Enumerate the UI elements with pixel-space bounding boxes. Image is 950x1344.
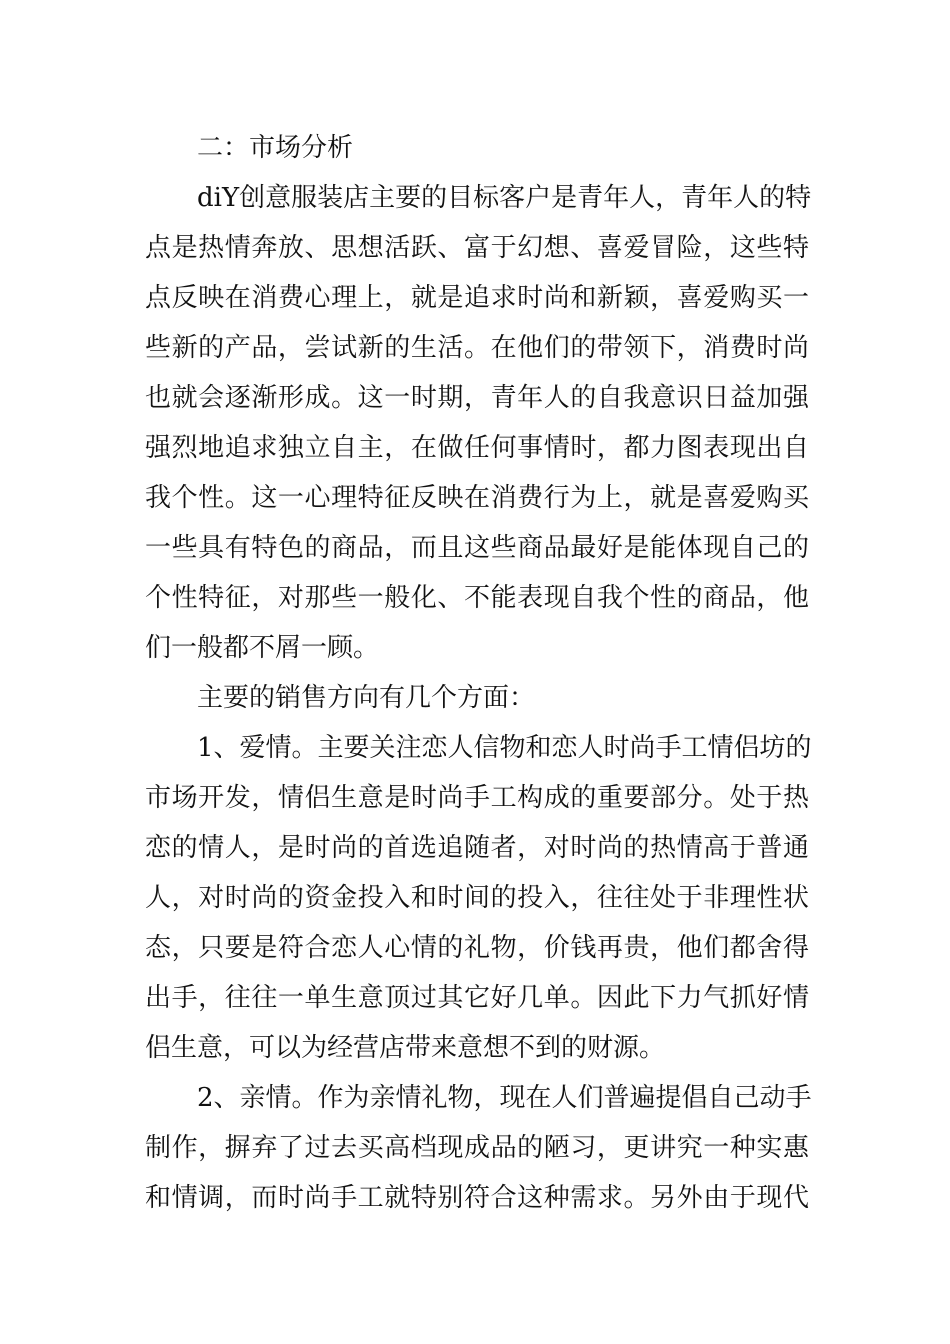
paragraph-line: 主要的销售方向有几个方面： — [197, 683, 536, 713]
paragraph-line: 2、亲情。作为亲情礼物，现在人们普遍提倡自己动手 — [197, 1083, 812, 1113]
paragraph-line: 也就会逐渐形成。这一时期，青年人的自我意识日益加强 — [145, 383, 809, 413]
paragraph-line: 市场开发，情侣生意是时尚手工构成的重要部分。处于热 — [145, 783, 809, 813]
paragraph-line: 们一般都不屑一顾。 — [145, 633, 380, 663]
paragraph-line: 制作，摒弃了过去买高档现成品的陋习，更讲究一种实惠 — [145, 1133, 809, 1163]
paragraph-line: diY创意服装店主要的目标客户是青年人，青年人的特 — [197, 183, 812, 213]
paragraph-line: 一些具有特色的商品，而且这些商品最好是能体现自己的 — [145, 533, 809, 563]
paragraph-line: 强烈地追求独立自主，在做任何事情时，都力图表现出自 — [145, 433, 809, 463]
paragraph-line: 出手，往往一单生意顶过其它好几单。因此下力气抓好情 — [145, 983, 809, 1013]
paragraph-line: 侣生意，可以为经营店带来意想不到的财源。 — [145, 1033, 666, 1063]
paragraph-line: 恋的情人，是时尚的首选追随者，对时尚的热情高于普通 — [145, 833, 809, 863]
paragraph-line: 态，只要是符合恋人心情的礼物，价钱再贵，他们都舍得 — [145, 933, 809, 963]
paragraph-line: 和情调，而时尚手工就特别符合这种需求。另外由于现代 — [145, 1183, 809, 1213]
paragraph-line: 个性特征，对那些一般化、不能表现自我个性的商品，他 — [145, 583, 809, 613]
paragraph-line: 点是热情奔放、思想活跃、富于幻想、喜爱冒险，这些特 — [145, 233, 809, 263]
paragraph-line: 1、爱情。主要关注恋人信物和恋人时尚手工情侣坊的 — [197, 733, 812, 763]
paragraph-line: 我个性。这一心理特征反映在消费行为上，就是喜爱购买 — [145, 483, 809, 513]
paragraph-line: 点反映在消费心理上，就是追求时尚和新颖，喜爱购买一 — [145, 283, 809, 313]
paragraph-line: 人，对时尚的资金投入和时间的投入，往往处于非理性状 — [145, 883, 809, 913]
section-heading: 二：市场分析 — [197, 133, 354, 163]
paragraph-line: 些新的产品，尝试新的生活。在他们的带领下，消费时尚 — [145, 333, 809, 363]
